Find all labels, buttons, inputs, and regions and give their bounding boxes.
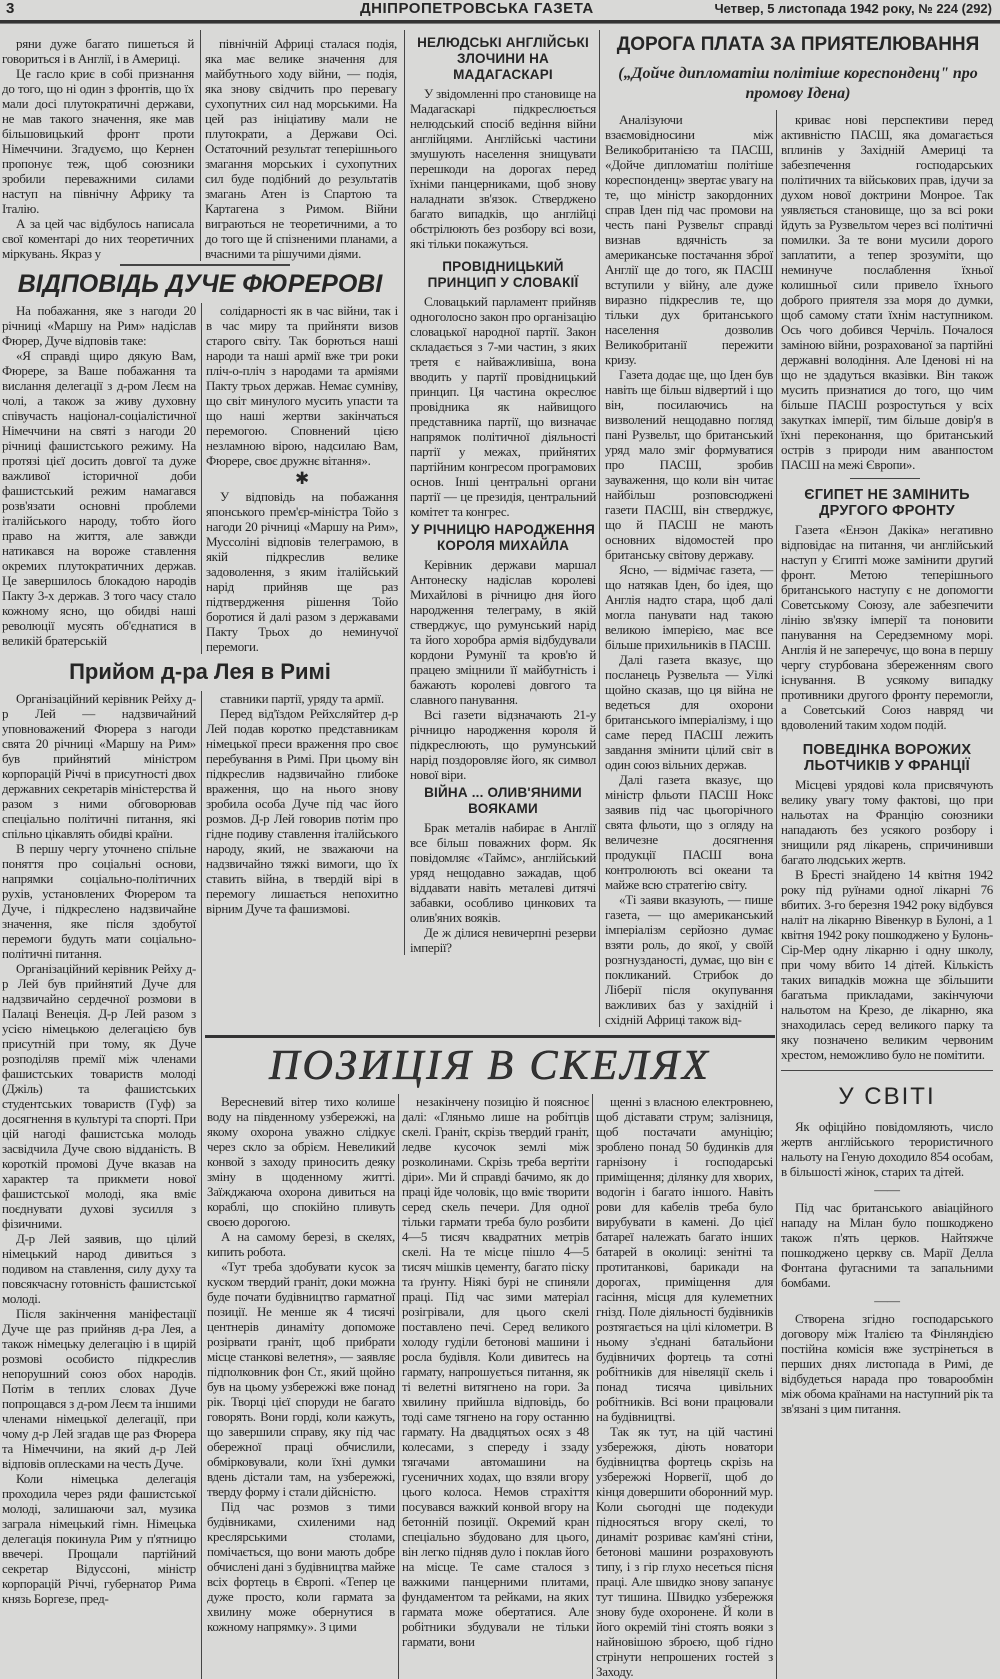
column-divider (201, 691, 202, 1679)
paragraph: Під час розмов з тими будівниками, схиленими над креслярськими столами, помічається, що вони мають добре обчислені дані з будівництва майже всіх фортець в Європі. «Тепер це дуже просто, коли гармата за хвилину може обернутися в кожному напрямку». З цими (207, 1499, 395, 1634)
doroga-column-1 (605, 112, 773, 1027)
doroga-column-2 (781, 112, 993, 472)
paragraph: Газета «Енэон Дакіка» негативно відповідає на питання, чи англійський наступ у Єгипті може замінити другий фронт. Метою теперішнього британського наступу є не допомогти Советському Союзу, але забезпечити лінію зв'язку імперії та поновити панування на Середземному морі. Англія й не заперечує, що вона в першу чергу стурбована збереженням свого існування. В усякому випадку противники другого фронту перемогли, а Советський Союз навряд чи вдоволений таким ходом подій. (781, 522, 993, 732)
column-divider (592, 1094, 593, 1679)
article-headline-egypt: ЄГИПЕТ НЕ ЗАМІНИТЬ ДРУГОГО ФРОНТУ (804, 487, 970, 519)
pozytsia-column-1 (207, 1094, 395, 1634)
pozytsia-column-3 (596, 1094, 773, 1679)
paragraph: В першу чергу уточнено спільне поняття про соціальні основи, напрямки соціально-політичних рухів, установлених Фюрером та Дуче, і підкреслено надзвичайне значення, яке після здобутої перемоги будуть мати соціально-політичні питання. (2, 841, 196, 961)
paragraph: Перед від'їздом Рейхсляйтер д-р Лей подав коротко представникам німецької преси враження про своє перебування в Римі. При цьому він підкреслив надзвичайно глибоке враження, що на нього знову зробила особа Дуче під час його розмов. Д-р Лей говорив потім про гідне подиву ставлення італійського народу, який, не зважаючи на надзвичайно тяжкі вимоги, що їх ставить війна, в твердій вірі в перемогу лишається непохитно вірним Дуче та фашизмові. (206, 706, 398, 916)
paragraph: Всі газети відзначають 21-у річницю народження короля й підкреслюють, що румунський нарід поздоровляє його, як символ нової віри. (410, 707, 596, 782)
top-left-column-2 (205, 36, 397, 261)
paragraph: Як офіційно повідомляють, число жертв англійського терористичного нальоту на Геную доходило 854 особам, в більшості жінок, старих та дітей. (781, 1119, 993, 1179)
paragraph: Аналізуючи взаємовідносини між Великобританією та ПАСШ, «Дойче дипломатіш політіше кореспонденц» звертає увагу на те, що міністр закордонних справ Іден під час промови на честь пані Рузвельт справді визнав вдячність за американське постачання зброї Англії ще до того, як ПАСШ вступили у війну, але дуже виразно підкреслив те, що тільки дух британського населення дозволив Великобританії пережити кризу. (605, 112, 773, 367)
paragraph: —— (874, 1182, 900, 1197)
paragraph: На побажання, яке з нагоди 20 річниці «Маршу на Рим» надіслав Фюрер, Дуче відповів таке: (2, 303, 196, 348)
paragraph: солідарності як в час війни, так і в час миру та прийняти визов старого світу. Так борються наші народи та наші армії вже три роки пліч-о-пліч з народами та арміями Пакту трьох держав. Немає сумніву, що світ минулого мусить упасти та що наші жертви закінчаться перемогою. Сповнений цією незламною вірою, надсилаю Вам, Фюрере, своє дружнє вітання». (206, 303, 398, 468)
article-headline-slovakia: ПРОВІДНИЦЬКИЙ ПРИНЦИП У СЛОВАКІЇ (427, 259, 579, 290)
middle-column (410, 32, 596, 955)
article-headline-madagaskar: НЕЛЮДСЬКІ АНГЛІЙСЬКІ ЗЛОЧИНИ НА МАДАГАСКАРІ (417, 35, 589, 82)
paragraph: «Тут треба здобувати кусок за куском твердий граніт, доки можна буде почати будівництво гарматної позиції. Не менше як 4 тисячі центнерів динаміту допоможе розірвати граніт, щоб прибрати місце станкові велетня», — заявляє підполковник фон Ст., який щойно був на цьому узбережжі вже понад рік. Творці цієї споруди не багато говорять. Вони горді, коли кажуть, що завершили справу, яку під час обережної праці обчислили, обмірковували, коли їхні думки вдень дістали там, на узбережжі, тверду форму і стали дійсністю. (207, 1259, 395, 1499)
issue-date: Четвер, 5 листопада 1942 року, № 224 (292) (714, 1, 992, 16)
article-headline-vidpovid: ВІДПОВІДЬ ДУЧЕ ФЮРЕРОВІ (17, 270, 383, 298)
paragraph: Організаційний керівник Рейху д-р Лей — надзвичайний уповноважений Фюрера з нагоди свята 20 річниці «Маршу на Рим» був прийнятий міністром корпорацій Річчі в присутності двох державних секретарів міністерства й разом з ними обговорював спеціально політичні питання, які спільно цікавлять обидві країни. (2, 691, 196, 841)
page-number: 3 (6, 0, 15, 17)
article-headline-pozytsia: ПОЗИЦІЯ В СКЕЛЯХ (269, 1043, 711, 1089)
article-header-doroga (602, 32, 994, 104)
column-divider (776, 110, 777, 1679)
article-body-egypt (781, 522, 993, 732)
paragraph: Далі газета вказує, що посланець Рузвельта — Уілкі щойно сказав, що ця війна не ведеться для охорони британського імперіалізму, і що саме перед ПАСШ лежить завдання змінити цілий світ в один союз вільних держав. (605, 652, 773, 772)
paragraph: щенні з власною електровнею, щоб діставати струм; залізниця, щоб постачати амуніцію; зроблено понад 50 будинків для гарнізону і господарські приміщення; ділянку для хворих, водогін і багато іншого. Навіть рови для кабелів треба було вирубувати в камені. До цієї батареї належать багато інших батарей в околиці: зенітні та протитанкові, барикади на дорогах, приміщення для гасіння, місця для кулеметних гнізд. Поле діяльності будівників розтягається на цілі кілометри. В ньому з'єднані батальйони будівничих фортець та сотні робітників для нівеляції скель і понад тисяча цивільних робітників. Всі вони працювали на будівництві. (596, 1094, 773, 1424)
paragraph: Організаційний керівник Рейху д-р Лей був прийнятий Дуче для надзвичайно сердечної розмови в Палаці Венеція. Д-р Лей разом з усією німецькою делегацією був присутній при тому, як Дуче розподіляв премії між членами фашистських товариств молоді (Джіль) та фашистських студентських товариств (Гуф) за досягнення в культурі та спорті. При цій нагоді фашистська молодь засвідчила Дуче свою відданість. В короткій промові Дуче вказав на характер та прикмети нової фашистської молоді, яка вміє поєднувати духові зусилля з фізичними. (2, 961, 196, 1231)
article-body-mihai (410, 557, 596, 782)
paragraph: Вересневий вітер тихо колише воду на південному узбережжі, на якому охорона уважно слідкує через скло за обрієм. Невеликий конвой з заходу приносить деяку зміну в щоденному житті. Заїжджаюча охорона дивиться на кораблі, що спокійно пливуть своєю дорогою. (207, 1094, 395, 1229)
paragraph: незакінчену позицію й пояснює далі: «Гляньмо лише на робітців скелі. Граніт, скрізь твердий граніт, ледве кусочок землі між розколинами. Скрізь треба вертіти діри». Ми й справді бачимо, як до праці йде чоловік, що вміє творити серед скель печери. Для одної тільки гармати треба було розбити 4—5 тисяч квадратних метрів скелі. На те місце пішло 4—5 тисяч мішків цементу, багато піску та ґрунту. Ніякі бурі не спиняли праці. Під час зими матеріал розігрівали, для цього скелі поставлено печі. Серед великого холоду гуділи бетонові машини і росла будівля. Коли дивитесь на гармату, напрошується питання, як ті велетні витягнено на гори. За хвилину прийшла відповідь, бо тоді саме тягнено на гору останню гармату. На двадцятьох осях з 48 колесами, з спереду і ззаду тягачами автомашини на гусеничних ходах, що взяли вгору цього колоса. Немов страхіття посувався важкий конвой вгору на бетонній позиції. Окремий кран спеціально збудовано для цього, він легко підняв дуло і поклав його на місце. Те саме сталося з важкими панцерними плитами, фундаментом та рейками, на яких гармата може обертатися. Але робітники збудували не тільки гармати, вони (402, 1094, 589, 1649)
article-body-world (781, 1119, 993, 1416)
column-divider (599, 30, 600, 1027)
article-body-slovakia (410, 294, 596, 519)
column-divider (200, 30, 201, 261)
column-divider (201, 303, 202, 654)
paragraph: «Я справді щиро дякую Вам, Фюрере, за Ваше побажання та вислання делегації з д-ром Леєм на чолі, а також за живу духовну співучасть націонал-соціалістичної Німеччини на святі з нагоди 20 річниці фашистського режиму. На протязі цієї досить довгої та дуже важливої історичної доби фашистський режим намагався розв'язати основні проблеми італійського народу, тобто його право на життя, але завжди натикався на вороже ставлення окремих плутократичних держав. Це завершилось блокадою народів Пакту 3-х держав. З того часу стало кожному ясно, що обидві наші революції мусять об'єднатися в великій братерській (2, 348, 196, 648)
article-headline-doroga: ДОРОГА ПЛАТА ЗА ПРИЯТЕЛЮВАННЯ (616, 34, 980, 55)
paragraph: А на самому березі, в скелях, кипить робота. (207, 1229, 395, 1259)
paragraph: Після закінчення маніфестації Дуче ще раз прийняв д-ра Лея, а також німецьку делегацію і в щирій розмові особисто підкреслив непорушний союз обох народів. Потім в теплих словах Дуче попрощався з д-ром Леєм та іншими членами німецької делегації, при чому д-р Лей згадав ще раз Фюрера та Німеччини, на який д-р Лей відповів оплесками на честь Дуче. (2, 1306, 196, 1471)
paragraph: Під час британського авіаційного нападу на Мілан було пошкоджено також п'ять церков. Найтяжче пошкоджено церкву св. Марії Делла Фонтана фугасними та запальними бомбами. (781, 1200, 993, 1290)
paragraph: ✱ (295, 469, 309, 488)
paragraph: ряни дуже багато пишеться й говориться і в Англії, і в Америці. (2, 36, 194, 66)
section-headline-world: У СВІТІ (838, 1083, 936, 1110)
article-headline-mihai: У РІЧНИЦЮ НАРОДЖЕННЯ КОРОЛЯ МИХАЙЛА (410, 522, 596, 553)
paragraph: Створена згідно господарського договору між Італією та Фінляндією постійна комісія вже зустрінеться в перших днях листопада в Римі, де відбудеться нарада про товарообмін між обома країнами на наступний рік та зв'язані з цим питання. (781, 1311, 993, 1416)
paragraph: Де ж ділися невичерпні резерви імперії? (410, 925, 596, 955)
paragraph: В Бресті знайдено 14 квітня 1942 року під руїнами одної лікарні 76 вбитих. 3-го березня 1942 року відбувся наліт на лікарню Вівенкур в Булоні, а 1 квітня 1942 року пошкоджено у Булонь-Сір-Мер одну лікарню і одну школу, при чому вбито 14 дітей. Кількість таких випадків можна ще збільшити багатьма прикладами, закінчуючи нальотом на Крезо, де лікарню, яка знаходилась серед великого парку та яку позначено великим червоним хрестом, неможливо було не помітити. (781, 867, 993, 1062)
article-body-tin-soldiers (410, 820, 596, 955)
right-column (781, 484, 993, 1416)
article-body-madagaskar (410, 86, 596, 251)
paragraph: Д-р Лей заявив, що цілий німецький народ дивиться з подивом на ставлення, силу духу та повсякчасну готовність фашистської молоді. (2, 1231, 196, 1306)
article-body-pilots (781, 777, 993, 1062)
paragraph: Газета додає ще, що Іден був навіть ще більш відвертий і що він, посилаючись на визволений нещодавно погляд пані Рузвельт, що британський уряд мало зміг формуватися про ПАСШ, зробив зауваження, що коли він читає найбільш розповсюджені газети ПАСШ, він стверджує, що й ПАСШ не мають основних відомостей про британську світову державу. (605, 367, 773, 562)
article-subtitle-doroga: („Дойче дипломатіш політіше кореспонденц" про промову Ідена) (618, 65, 978, 102)
paragraph: Словацький парламент прийняв одноголосно закон про організацію словацької народної партії. Закон складається з 7-ми частин, з яких третя є найважливіша, вона вводить у партії провідницький принцип. Ця частина окреслює провідника як найвищого представника партії, що визначає напрямок політичної діяльності партії у межах, прийнятих партійним конгресом програмових основ. Інші центральні органи партії — це президія, центральний комітет та конгрес. (410, 294, 596, 519)
paragraph: Керівник держави маршал Антонеску надіслав королеві Михайлові в річницю дня його народження телеграму, в якій стверджує, що румунський нарід та його хоробра армія відбудували кордони Румунії та кров'ю й працею зміцнили її майбутність і бажають королеві довгого та славного панування. (410, 557, 596, 707)
paragraph: Це гасло криє в собі признання до того, що ні один з фронтів, що їх мали досі плутократичні держави, не мав такого значення, яке мав більшовицький фронт проти Німеччини. Згадуємо, що Кернен пропонує теж, щоб союзники зробили переважними силами наступ на північну Африку та Італію. (2, 66, 194, 216)
section-divider (120, 264, 290, 266)
newspaper-title: ДНІПРОПЕТРОВСЬКА ГАЗЕТА (360, 0, 594, 17)
pryiom-column-1 (2, 691, 196, 1606)
paragraph: —— (874, 1293, 900, 1308)
section-divider (781, 1070, 993, 1071)
paragraph: північній Африці сталася подія, яка має велике значення для майбутнього ходу війни, — подія, яка знову свідчить про перевагу сухопутних сил над морськими. На цей раз ініціативу мали не плутократи, а Держави Осі. Остаточний результат теперішнього змагання морських і сухопутних сил буде подібний до результатів змагань Атен із Спартою та Картагена з Римом. Війни виграються не теоретичними, а то до того ще й спізненими планами, а вчасними та рішучими діями. (205, 36, 397, 261)
column-divider (404, 30, 405, 955)
header-rule (0, 20, 1000, 24)
paragraph: «Ті заяви вказують, — пише газета, — що американський імперіалізм серйозно думає взяти роль, до якої, у своїй розгнузданості, думає, що він є покликаний. Стрибок до Ліберії після окупування важливих баз у західній і східній Африці також від- (605, 892, 773, 1027)
pryiom-column-2 (206, 691, 398, 916)
section-divider (205, 1035, 775, 1038)
paragraph: Ясно, — відмічає газета, — що натякав Іден, бо ідея, що Англія надто стара, щоб далі могла панувати над такою великою імперією, має все більше прихильників в ПАСШ. (605, 562, 773, 652)
article-headline-pryiom: Прийом д-ра Лея в Римі (69, 659, 331, 684)
article-headline-tin-soldiers: ВІЙНА ... ОЛИВ'ЯНИМИ ВОЯКАМИ (424, 785, 582, 816)
column-divider (398, 1094, 399, 1679)
paragraph: Так як тут, на цій частині узбережжя, діють новатори будівництва фортець скрізь на узбережжі Норвегії, щоб до кінця довершити оборонний мур. Коли сьогодні ще подекуди підносяться вгору скелі, то динаміт розриває кам'яні стіни, бетонові машини розраховують типу, і з гір глухо несеться пісня праці. Але швидко знову запанує тут тишина. Швидко узбережжя знову буде охоронене. Й коли в його окремій тіні стоять вояки з найновішою зброєю, щоб гідно стрінути непрошених гостей з Заходу. (596, 1424, 773, 1679)
paragraph: У звідомленні про становище на Мадагаскарі підкреслюється нелюдський спосіб ведіння війни англійцями. Англійські частини змушують населення знищувати перешкоди на дорогах перед їхніми панцерниками, щоб знову наладнати зв'язок. Стверджено багато випадків, що англійці обстрілюють без розбору всі вози, які тільки покажуться. (410, 86, 596, 251)
paragraph: Місцеві урядові кола присвячують велику увагу тому фактові, що при нальотах на Францію союзники нападають без усякого розбору і знищили ряд лікарень, спричинивши багато людських жертв. (781, 777, 993, 867)
vidpovid-column-2 (206, 303, 398, 654)
paragraph: ставники партії, уряду та армії. (220, 691, 384, 706)
article-headline-pilots: ПОВЕДІНКА ВОРОЖИХ ЛЬОТЧИКІВ У ФРАНЦІЇ (802, 742, 972, 774)
paragraph: Коли німецька делегація проходила через ряди фашистської молоді, залишаючи зал, музика заграла німецький гімн. Німецька делегація покинула Рим у п'ятницю ввечері. Прощали партійний секретар Відуссоні, міністр корпорацій Річчі, губернатор Рима князь Боргезе, пред- (2, 1471, 196, 1606)
pozytsia-column-2 (402, 1094, 589, 1649)
paragraph: У відповідь на побажання японського прем'єр-міністра Тойо з нагоди 20 річниці «Маршу на Рим», Муссоліні відповів телеграмою, в якій підкреслив велике задоволення, з яким італійський нарід прийняв ще раз підтвердження рішення Тойо боротися й далі разом з державами Пакту Трьох до неминучої перемоги. (206, 489, 398, 654)
top-left-column-1 (2, 36, 194, 261)
paragraph: Далі газета вказує, що міністр фльоти ПАСШ Нокс заявив під час цьогорічного свята фльоти, що з огляду на величезне досягнення продукції ПАСШ вона контролюють всі океани та майже всю стратегію світу. (605, 772, 773, 892)
section-divider (850, 478, 920, 479)
paragraph: Брак металів набирає в Англії все більш поважних форм. Як повідомляє «Таймс», англійський уряд нещодавно зажадав, щоб віддавати навіть металеві дитячі забавки, особливо цинкових та олив'яних вояків. (410, 820, 596, 925)
vidpovid-column-1 (2, 303, 196, 648)
paragraph: криває нові перспективи перед активністю ПАСШ, яка домагається вплинів у Західній Америці та забезпечення господарських політичних та військових прав, ідучи за духом нової доктрини Монрое. Так уявляється становище, що за всі роки йдуть за Рузвельтом через всі політичні помилки. За те вони мусили дорого заплатити, а тепер зрозуміти, що неминуче послаблення їхньої колишньої сили привело їхнього доброго приятеля зза моря до думки, щоб самому стати їхнім наступником. Ось чого добився Черчіль. Почалося заміною війни, розрахованої за партійні державні володіння. Але Іденові ні на що не здадуться вказівки. Він також мусить признатися до того, що чим більше ПАСШ розростуться у всіх закутках імперії, тим більше довір'я в їхні переконання, що британський острів з природи ним аванпостом ПАСШ на межі Європи». (781, 112, 993, 472)
paragraph: А за цей час відбулось написала свої коментарі до них теоретичних міркувань. Якраз у (2, 216, 194, 261)
